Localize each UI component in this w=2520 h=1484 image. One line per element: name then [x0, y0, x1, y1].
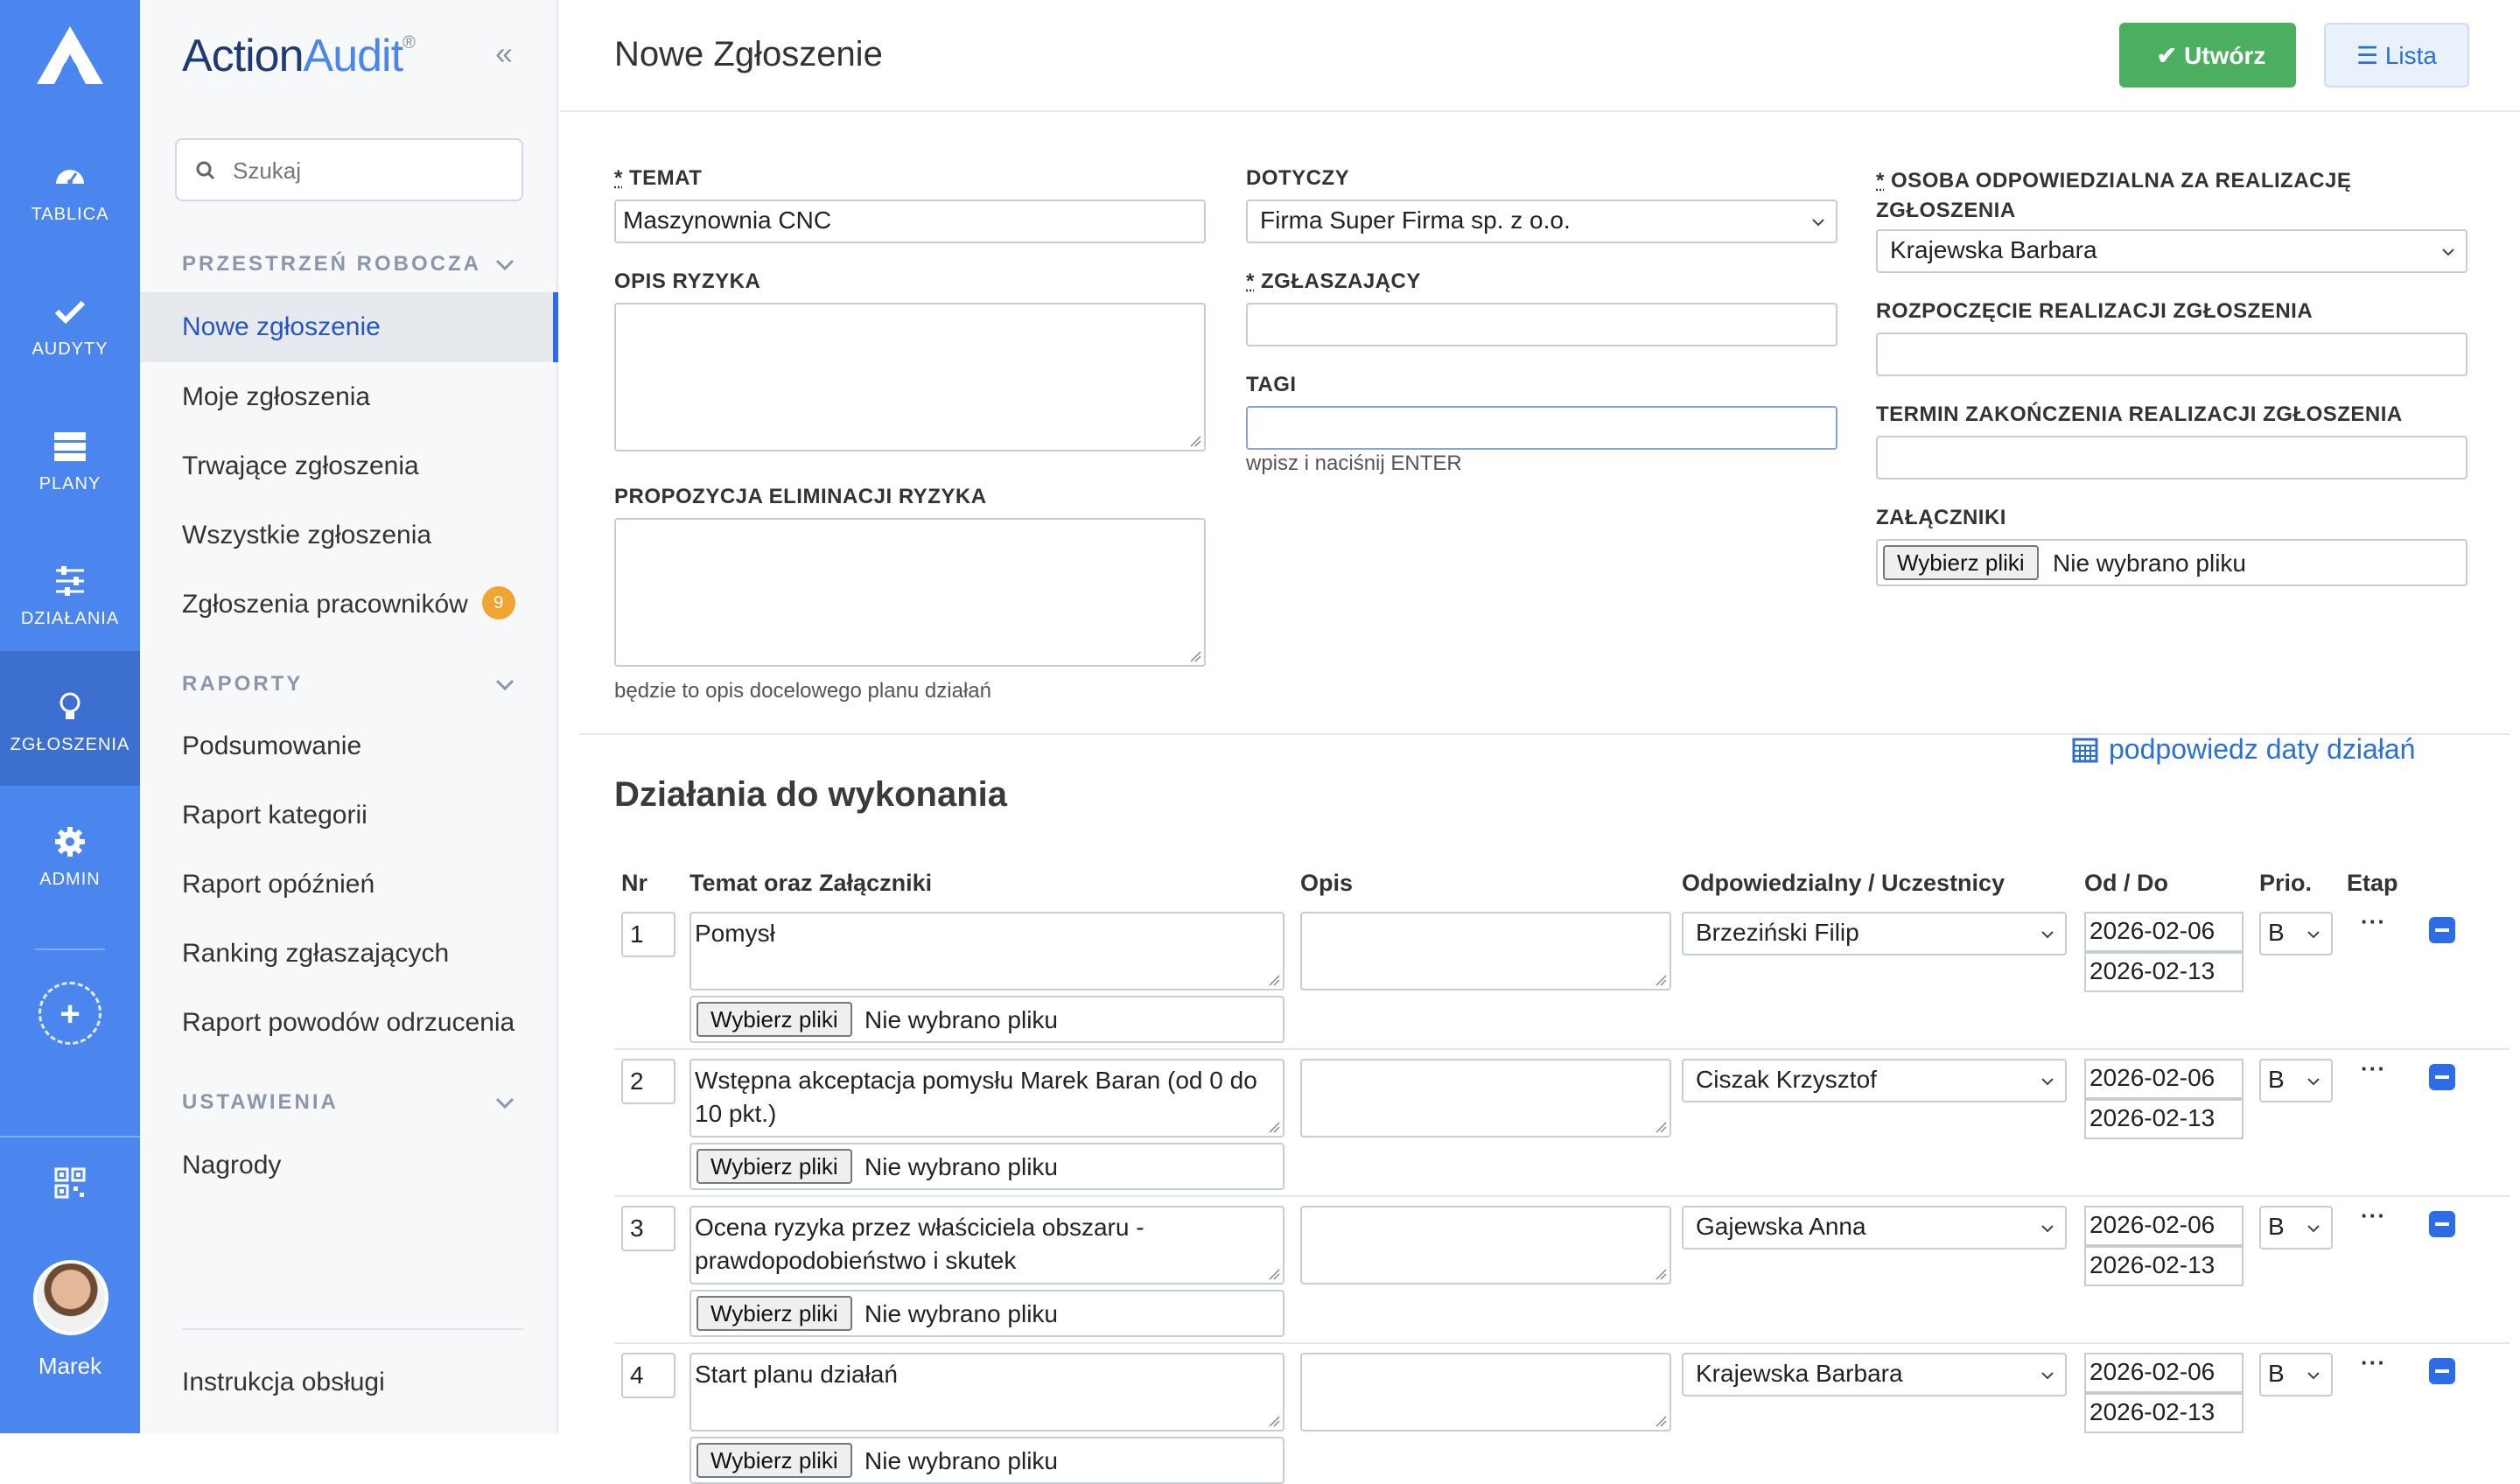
topic-text: Ocena ryzyka przez właściciela obszaru - prawdopodobieństwo i skutek: [695, 1214, 1144, 1274]
create-button[interactable]: [2119, 23, 2296, 88]
action-file-input[interactable]: [690, 1290, 1284, 1337]
select-value: B: [2268, 1360, 2285, 1387]
file-status: Nie wybrano pliku: [864, 1300, 1058, 1327]
select-value: B: [2268, 1213, 2285, 1240]
dotyczy-select[interactable]: [1246, 200, 1838, 243]
opis-ryzyka-label: OPIS RYZYKA: [614, 270, 761, 293]
link-text: podpowiedz daty działań: [2109, 733, 2416, 765]
rail-divider: [35, 948, 105, 950]
resize-grip-icon[interactable]: [1268, 1268, 1280, 1280]
resize-grip-icon[interactable]: [1189, 650, 1201, 662]
search-input[interactable]: [233, 154, 495, 187]
chevron-down-icon: [2306, 928, 2320, 942]
section-title[interactable]: PRZESTRZEŃ ROBOCZA: [182, 252, 481, 276]
chevron-down-icon[interactable]: [492, 252, 518, 278]
rail-admin[interactable]: [0, 786, 140, 920]
attach-label: ZAŁĄCZNIKI: [1876, 506, 2006, 529]
rail-dzialania[interactable]: [0, 525, 140, 660]
osoba-label: [1876, 166, 2351, 226]
propozycja-hint: będzie to opis docelowego planu działań: [614, 679, 991, 703]
action-file-input[interactable]: [690, 996, 1284, 1043]
create-label: Utwórz: [2184, 41, 2266, 69]
row-number-input[interactable]: 2: [621, 1059, 676, 1104]
remove-row-icon[interactable]: [2429, 1358, 2455, 1384]
choose-files-button[interactable]: Wybierz pliki: [696, 1296, 852, 1331]
chevron-down-icon: [2040, 1368, 2054, 1382]
section-title[interactable]: USTAWIENIA: [182, 1090, 339, 1114]
app-logo[interactable]: [35, 24, 105, 86]
attach-file-input[interactable]: [1876, 539, 2468, 586]
nav-podsumowanie[interactable]: Podsumowanie: [182, 732, 362, 760]
file-status: Nie wybrano pliku: [864, 1006, 1058, 1033]
resize-grip-icon[interactable]: [1655, 1121, 1667, 1133]
resize-grip-icon[interactable]: [1268, 1415, 1280, 1427]
column-header: Odpowiedzialny / Uczestnicy: [1682, 870, 2006, 896]
calendar-icon: [2072, 737, 2098, 763]
end-label: TERMIN ZAKOŃCZENIA REALIZACJI ZGŁOSZENIA: [1876, 402, 2403, 426]
start-date-input[interactable]: [1876, 332, 2468, 376]
action-description-textarea[interactable]: [1300, 912, 1671, 990]
file-status: Nie wybrano pliku: [2053, 550, 2246, 577]
row-divider: [614, 1342, 2510, 1344]
rail-label: AUDYTY: [32, 340, 108, 359]
chevron-down-icon[interactable]: [492, 1090, 518, 1116]
chevron-down-icon: [2306, 1074, 2320, 1088]
avatar[interactable]: [33, 1260, 108, 1335]
brand-logo[interactable]: [182, 30, 415, 82]
remove-row-icon[interactable]: [2429, 1211, 2455, 1237]
responsible-select[interactable]: [1682, 1206, 2067, 1250]
action-file-input[interactable]: [690, 1437, 1284, 1484]
resize-grip-icon[interactable]: [1655, 1415, 1667, 1427]
resize-grip-icon[interactable]: [1655, 974, 1667, 986]
nav-wszystkie-zgloszenia[interactable]: Wszystkie zgłoszenia: [182, 521, 432, 550]
nav-moje-zgloszenia[interactable]: Moje zgłoszenia: [182, 382, 371, 411]
select-value: Gajewska Anna: [1696, 1213, 1866, 1240]
check-icon: [52, 294, 88, 329]
responsible-select[interactable]: [1682, 912, 2067, 956]
select-value: Krajewska Barbara: [1890, 236, 2097, 263]
nav-trwajace-zgloszenia[interactable]: Trwające zgłoszenia: [182, 452, 419, 480]
choose-files-button[interactable]: Wybierz pliki: [696, 1149, 852, 1184]
file-status: Nie wybrano pliku: [864, 1153, 1058, 1180]
opis-ryzyka-textarea[interactable]: [614, 303, 1206, 452]
tagi-label: TAGI: [1246, 373, 1297, 396]
chevron-down-icon: [2441, 245, 2455, 259]
action-description-textarea[interactable]: [1300, 1353, 1671, 1432]
select-value: B: [2268, 1066, 2285, 1093]
lightbulb-icon: [52, 690, 88, 724]
collapse-sidebar-icon[interactable]: «: [495, 35, 514, 71]
column-header: Temat oraz Załączniki: [690, 870, 933, 896]
brand-mark: ®: [402, 33, 415, 52]
responsible-select[interactable]: [1682, 1059, 2067, 1102]
required-mark: *: [614, 166, 623, 190]
nav-nowe-zgloszenie[interactable]: Nowe zgłoszenie: [140, 292, 558, 362]
stage-menu-icon[interactable]: ···: [2361, 1202, 2386, 1228]
nav-zgloszenia-pracownikow[interactable]: [140, 570, 558, 640]
chevron-down-icon: [2040, 928, 2054, 942]
rail-tablica[interactable]: [0, 121, 140, 256]
suggest-dates-link[interactable]: [2109, 733, 2415, 766]
brand-part-audit: Audit: [303, 31, 403, 81]
rail-label: ZGŁOSZENIA: [10, 735, 130, 754]
tagi-hint: wpisz i naciśnij ENTER: [1246, 452, 1462, 475]
column-header: Od / Do: [2084, 870, 2168, 896]
gear-icon: [52, 824, 88, 859]
row-number-input[interactable]: 4: [621, 1353, 676, 1398]
chevron-down-icon[interactable]: [492, 672, 518, 698]
chevron-down-icon: [2306, 1222, 2320, 1236]
rail-label: ADMIN: [39, 870, 101, 889]
brand-part-action: Action: [182, 31, 304, 81]
end-date-input[interactable]: [1876, 436, 2468, 480]
chevron-down-icon: [2040, 1074, 2054, 1088]
resize-grip-icon[interactable]: [1189, 435, 1201, 447]
date-to-input[interactable]: 2026-02-13: [2084, 952, 2244, 992]
topic-text: Pomysł: [695, 920, 775, 947]
user-name[interactable]: Marek: [38, 1353, 102, 1379]
temat-label: [614, 166, 702, 191]
page-title: Nowe Zgłoszenie: [614, 35, 883, 74]
divider: [182, 1328, 523, 1330]
nav-label: Zgłoszenia pracowników: [182, 590, 468, 619]
nav-raport-kategorii[interactable]: Raport kategorii: [182, 801, 368, 830]
action-topic-textarea[interactable]: [690, 1059, 1284, 1138]
sidebar: [140, 0, 558, 1433]
date-from-input[interactable]: 2026-02-06: [2084, 1059, 2244, 1099]
remove-row-icon[interactable]: [2429, 1064, 2455, 1090]
date-to-input[interactable]: 2026-02-13: [2084, 1393, 2244, 1433]
list-icon: ☰: [2356, 41, 2379, 69]
rail-plany[interactable]: [0, 390, 140, 525]
zglaszajacy-label: [1246, 270, 1421, 294]
date-from-input[interactable]: 2026-02-06: [2084, 1353, 2244, 1393]
action-description-textarea[interactable]: [1300, 1206, 1671, 1284]
dashboard-icon: [52, 159, 88, 194]
sliders-icon: [52, 564, 88, 598]
start-label: ROZPOCZĘCIE REALIZACJI ZGŁOSZENIA: [1876, 299, 2314, 323]
nav-instrukcja[interactable]: Instrukcja obsługi: [182, 1368, 385, 1396]
app-rail: [0, 0, 140, 1433]
qr-code-icon[interactable]: [54, 1167, 86, 1199]
chevron-down-icon: [2306, 1368, 2320, 1382]
list-button[interactable]: [2324, 23, 2469, 88]
server-icon: [52, 429, 88, 464]
action-description-textarea[interactable]: [1300, 1059, 1671, 1138]
rail-label: TABLICA: [31, 205, 109, 224]
responsible-select[interactable]: [1682, 1353, 2067, 1396]
file-status: Nie wybrano pliku: [864, 1447, 1058, 1474]
chevron-down-icon: [2040, 1222, 2054, 1236]
stage-menu-icon[interactable]: ···: [2361, 1055, 2386, 1082]
date-from-input[interactable]: 2026-02-06: [2084, 1206, 2244, 1246]
stage-menu-icon[interactable]: ···: [2361, 1349, 2386, 1376]
main-content: [560, 0, 2520, 1474]
page-header: [560, 0, 2520, 112]
list-label: Lista: [2384, 41, 2438, 69]
rail-label: PLANY: [38, 474, 102, 494]
osoba-select[interactable]: [1876, 229, 2468, 273]
resize-grip-icon[interactable]: [1268, 1121, 1280, 1133]
select-value: Brzeziński Filip: [1696, 919, 1859, 946]
required-mark: *: [1246, 270, 1255, 293]
action-topic-textarea[interactable]: [690, 912, 1284, 990]
propozycja-label: PROPOZYCJA ELIMINACJI RYZYKA: [614, 485, 987, 508]
propozycja-textarea[interactable]: [614, 518, 1206, 667]
priority-select[interactable]: [2259, 912, 2333, 956]
action-topic-textarea[interactable]: [690, 1353, 1284, 1432]
chevron-down-icon: [1811, 215, 1825, 229]
select-value: Krajewska Barbara: [1696, 1360, 1903, 1387]
remove-row-icon[interactable]: [2429, 917, 2455, 943]
date-to-input[interactable]: 2026-02-13: [2084, 1099, 2244, 1139]
add-button[interactable]: [38, 982, 102, 1045]
search-box[interactable]: [175, 138, 523, 201]
rail-label: DZIAŁANIA: [20, 609, 120, 628]
stage-menu-icon[interactable]: ···: [2361, 908, 2386, 934]
label-text: ZGŁASZAJĄCY: [1261, 270, 1421, 293]
priority-select[interactable]: [2259, 1206, 2333, 1250]
rail-audyty[interactable]: [0, 256, 140, 390]
temat-input[interactable]: Maszynownia CNC: [614, 200, 1206, 243]
select-value: Ciszak Krzysztof: [1696, 1066, 1877, 1093]
choose-files-button[interactable]: Wybierz pliki: [1883, 545, 2039, 580]
label-text: TEMAT: [629, 166, 703, 190]
nav-raport-opoznien[interactable]: Raport opóźnień: [182, 870, 375, 899]
nav-nagrody[interactable]: Nagrody: [182, 1151, 282, 1180]
choose-files-button[interactable]: Wybierz pliki: [696, 1002, 852, 1037]
section-title[interactable]: RAPORTY: [182, 672, 304, 696]
plus-icon: +: [60, 995, 80, 1033]
action-file-input[interactable]: [690, 1143, 1284, 1190]
priority-select[interactable]: [2259, 1353, 2333, 1396]
select-value: B: [2268, 919, 2285, 946]
action-topic-textarea[interactable]: [690, 1206, 1284, 1284]
rail-divider: [0, 1136, 140, 1138]
row-number-input[interactable]: 1: [621, 912, 676, 957]
choose-files-button[interactable]: Wybierz pliki: [696, 1443, 852, 1478]
rail-zgloszenia[interactable]: [0, 651, 140, 786]
label-text: OSOBA ODPOWIEDZIALNA ZA REALIZACJĘ: [1891, 169, 2352, 192]
priority-select[interactable]: [2259, 1059, 2333, 1102]
check-icon: ✔: [2156, 41, 2178, 69]
label-text: ZGŁOSZENIA: [1876, 199, 2016, 222]
resize-grip-icon[interactable]: [1655, 1268, 1667, 1280]
row-number-input[interactable]: 3: [621, 1206, 676, 1251]
column-header: Prio.: [2259, 870, 2313, 896]
nav-raport-powodow[interactable]: Raport powodów odrzucenia: [182, 1008, 515, 1037]
count-badge: 9: [482, 586, 515, 620]
resize-grip-icon[interactable]: [1268, 974, 1280, 986]
topic-text: Start planu działań: [695, 1361, 898, 1388]
actions-title: Działania do wykonania: [614, 775, 1008, 814]
row-divider: [614, 1048, 2510, 1050]
nav-ranking-zglaszajacych[interactable]: Ranking zgłaszających: [182, 939, 450, 968]
date-from-input[interactable]: 2026-02-06: [2084, 912, 2244, 952]
dotyczy-label: DOTYCZY: [1246, 166, 1350, 190]
select-value: Firma Super Firma sp. z o.o.: [1260, 206, 1571, 234]
zglaszajacy-input[interactable]: [1246, 303, 1838, 346]
tagi-input[interactable]: [1246, 406, 1838, 450]
search-icon: [196, 161, 215, 180]
column-header: Opis: [1300, 870, 1354, 896]
required-mark: *: [1876, 169, 1885, 192]
column-header: Etap: [2347, 870, 2398, 896]
date-to-input[interactable]: 2026-02-13: [2084, 1246, 2244, 1286]
topic-text: Wstępna akceptacja pomysłu Marek Baran (od 0 do 10 pkt.): [695, 1067, 1257, 1127]
row-divider: [614, 1195, 2510, 1197]
column-header: Nr: [621, 870, 648, 896]
